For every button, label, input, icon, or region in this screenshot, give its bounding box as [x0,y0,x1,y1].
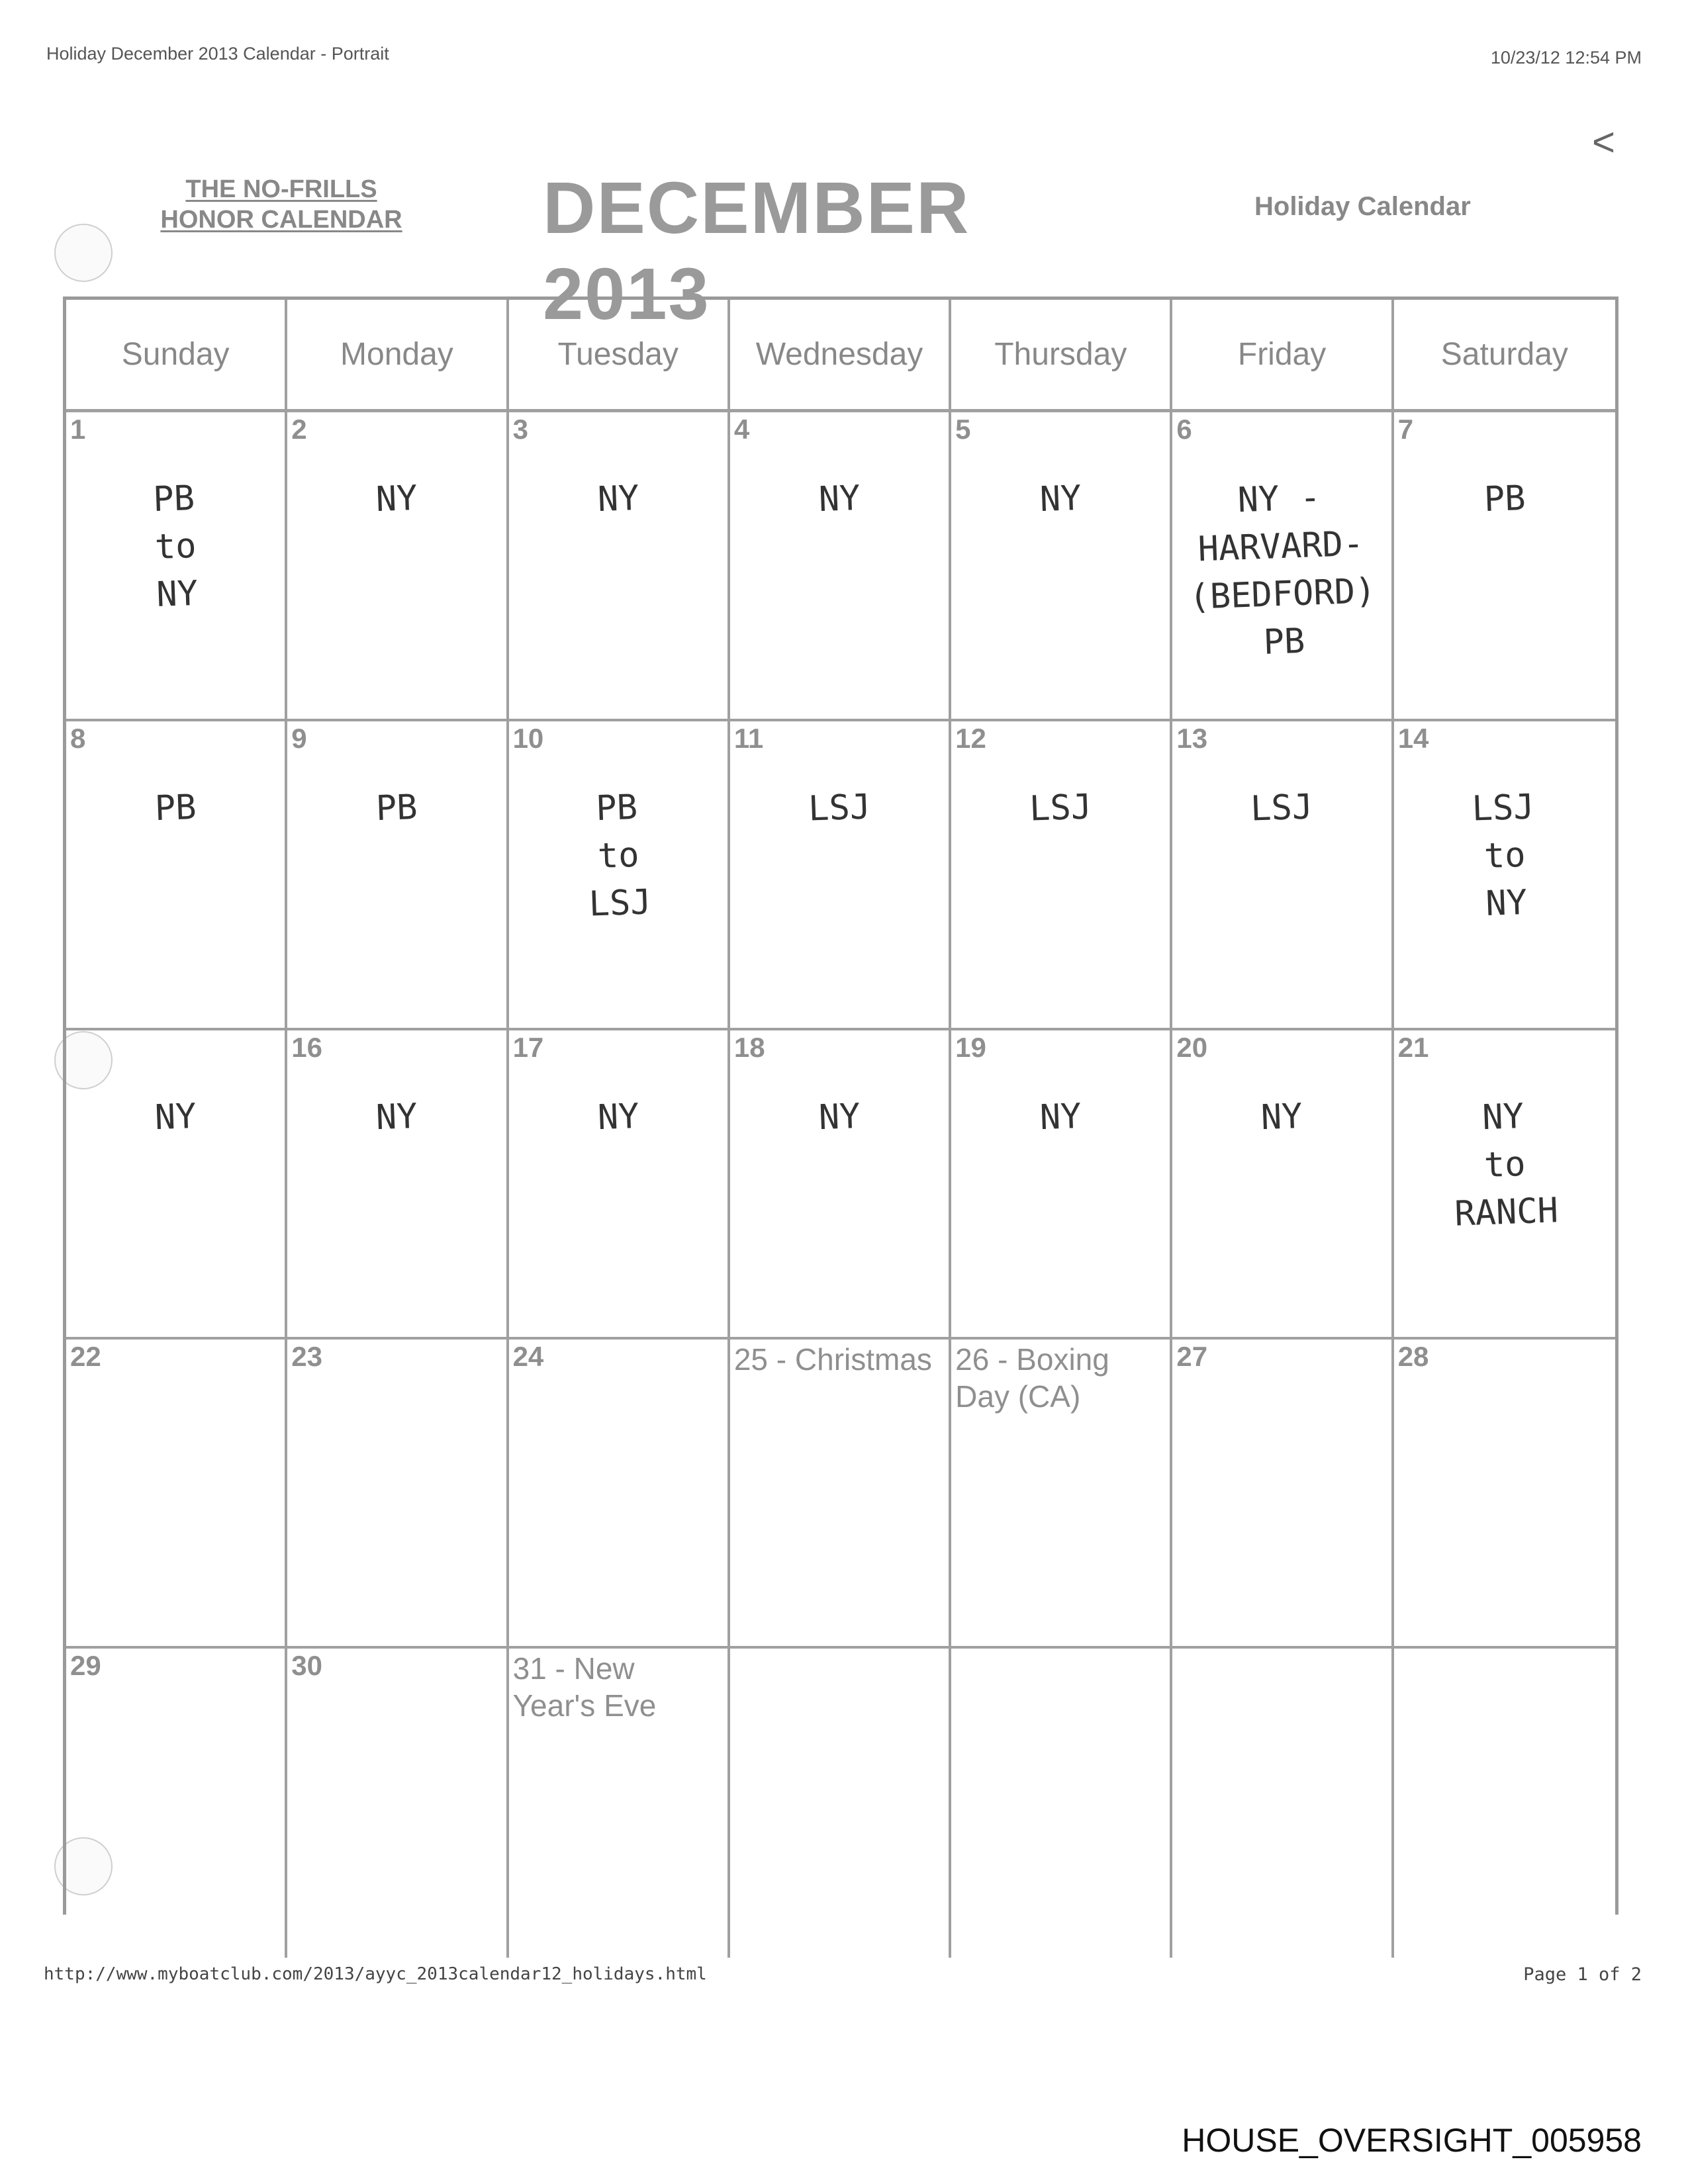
day-number: 12 [955,723,986,754]
holiday-label: 25 - Christmas [733,1342,932,1377]
handwritten-note [1173,1707,1391,1715]
handwritten-note [730,1707,949,1715]
handwritten-note: PB [1483,478,1526,520]
day-number: 14 [1397,723,1429,754]
day-number: 28 [1397,1341,1429,1372]
day-number: 29 [70,1650,101,1681]
bates-number: HOUSE_OVERSIGHT_005958 [1182,2122,1642,2159]
handwritten-note: NY [596,478,640,520]
page-count: Page 1 of 2 [1523,1964,1642,1985]
handwritten-note: PB to NY [152,478,199,615]
day-cell[interactable] [730,721,951,1030]
handwritten-note [730,1398,949,1406]
handwritten-note: PB [375,787,418,829]
month-title: DECEMBER 2013 [543,167,970,335]
day-cell[interactable] [730,1340,951,1649]
day-number: 20 [1176,1032,1208,1063]
handwritten-note [287,1707,506,1715]
weekday-header: Saturday [1394,300,1615,412]
day-number: 10 [512,723,544,754]
day-cell[interactable] [951,1340,1172,1649]
day-number: 23 [291,1341,322,1372]
day-number: 9 [291,723,307,754]
day-cell[interactable] [66,1649,287,1958]
day-cell[interactable] [951,1649,1172,1958]
weekday-header: Tuesday [509,300,730,412]
day-number: 4 [733,414,750,445]
handwritten-note: NY [375,478,418,520]
handwritten-note: NY [1039,478,1082,520]
weekday-header: Monday [287,300,508,412]
day-cell[interactable] [951,412,1172,721]
honor-title-line1: THE NO-FRILLS [185,175,377,203]
day-cell[interactable] [1394,1649,1615,1958]
holiday-calendar-subtitle: Holiday Calendar [1254,192,1471,221]
handwritten-note: NY [375,1096,418,1138]
handwritten-note [1394,1707,1615,1715]
day-cell[interactable] [66,412,287,721]
day-cell[interactable] [509,1340,730,1649]
day-number: 8 [70,723,86,754]
handwritten-note [287,1398,506,1406]
day-number: 19 [955,1032,986,1063]
day-cell[interactable] [1172,1649,1393,1958]
handwritten-note: PB [154,787,197,829]
day-cell[interactable] [509,1649,730,1958]
day-number: 22 [70,1341,101,1372]
back-chevron-icon[interactable]: < [1592,120,1616,164]
handwritten-note: LSJ [808,787,871,829]
day-cell[interactable] [66,1030,287,1340]
day-number: 13 [1176,723,1208,754]
day-cell[interactable] [287,1649,508,1958]
honor-calendar-title[interactable] [159,174,404,235]
day-number: 24 [512,1341,544,1372]
handwritten-note: NY to RANCH [1454,1096,1559,1234]
handwritten-note: NY [1039,1096,1082,1138]
day-cell[interactable] [287,1030,508,1340]
day-number: 7 [1397,414,1414,445]
day-number: 11 [733,723,764,754]
holiday-label: 31 - New Year's Eve [512,1651,657,1723]
calendar-grid [63,296,1618,1915]
handwritten-note [1173,1398,1391,1406]
day-cell[interactable] [509,1030,730,1340]
handwritten-note: NY [596,1096,640,1138]
day-cell[interactable] [1172,412,1393,721]
day-cell[interactable] [66,1340,287,1649]
day-cell[interactable] [66,721,287,1030]
handwritten-note [509,1398,727,1406]
print-header-datetime: 10/23/12 12:54 PM [1490,48,1642,68]
day-number: 16 [291,1032,322,1063]
handwritten-note: NY [818,1096,861,1138]
honor-title-line2: HONOR CALENDAR [160,206,402,234]
day-cell[interactable] [730,1030,951,1340]
handwritten-note: LSJ [1250,787,1314,829]
day-cell[interactable] [287,721,508,1030]
day-number: 2 [291,414,307,445]
day-number: 18 [733,1032,765,1063]
day-cell[interactable] [509,412,730,721]
day-cell[interactable] [951,1030,1172,1340]
day-cell[interactable] [1172,721,1393,1030]
handwritten-note: NY [818,478,861,520]
day-number: 5 [955,414,971,445]
day-cell[interactable] [1394,412,1615,721]
handwritten-note: NY [1260,1096,1303,1138]
handwritten-note [66,1398,285,1406]
binder-hole [54,224,113,282]
day-cell[interactable] [951,721,1172,1030]
holiday-label: 26 - Boxing Day (CA) [955,1342,1109,1414]
handwritten-note [951,1707,1170,1715]
day-cell[interactable] [730,1649,951,1958]
day-cell[interactable] [509,721,730,1030]
handwritten-note: PB to LSJ [588,787,652,925]
weekday-header: Thursday [951,300,1172,412]
day-cell[interactable] [1394,1340,1615,1649]
day-cell[interactable] [287,412,508,721]
day-cell[interactable] [1172,1030,1393,1340]
day-cell[interactable] [730,412,951,721]
day-number: 30 [291,1650,322,1681]
footer-url[interactable]: http://www.myboatclub.com/2013/ayyc_2013calendar12_holidays.html [44,1964,707,1984]
day-cell[interactable] [1394,1030,1615,1340]
handwritten-note [66,1707,285,1715]
handwritten-note [1394,1398,1615,1406]
day-number: 3 [512,414,528,445]
day-number: 1 [70,414,86,445]
weekday-header: Sunday [66,300,287,412]
day-number: 21 [1397,1032,1429,1063]
handwritten-note: NY - HARVARD- (BEDFORD) PB [1188,477,1377,663]
handwritten-note: NY [154,1096,197,1138]
day-cell[interactable] [1172,1340,1393,1649]
day-number: 27 [1176,1341,1208,1372]
weekday-header: Friday [1172,300,1393,412]
handwritten-note: LSJ to NY [1471,787,1535,925]
day-cell[interactable] [1394,721,1615,1030]
day-number: 17 [512,1032,544,1063]
day-number: 6 [1176,414,1192,445]
handwritten-note: LSJ [1029,787,1093,829]
day-cell[interactable] [287,1340,508,1649]
weekday-header: Wednesday [730,300,951,412]
print-header-title: Holiday December 2013 Calendar - Portrait [46,44,389,64]
